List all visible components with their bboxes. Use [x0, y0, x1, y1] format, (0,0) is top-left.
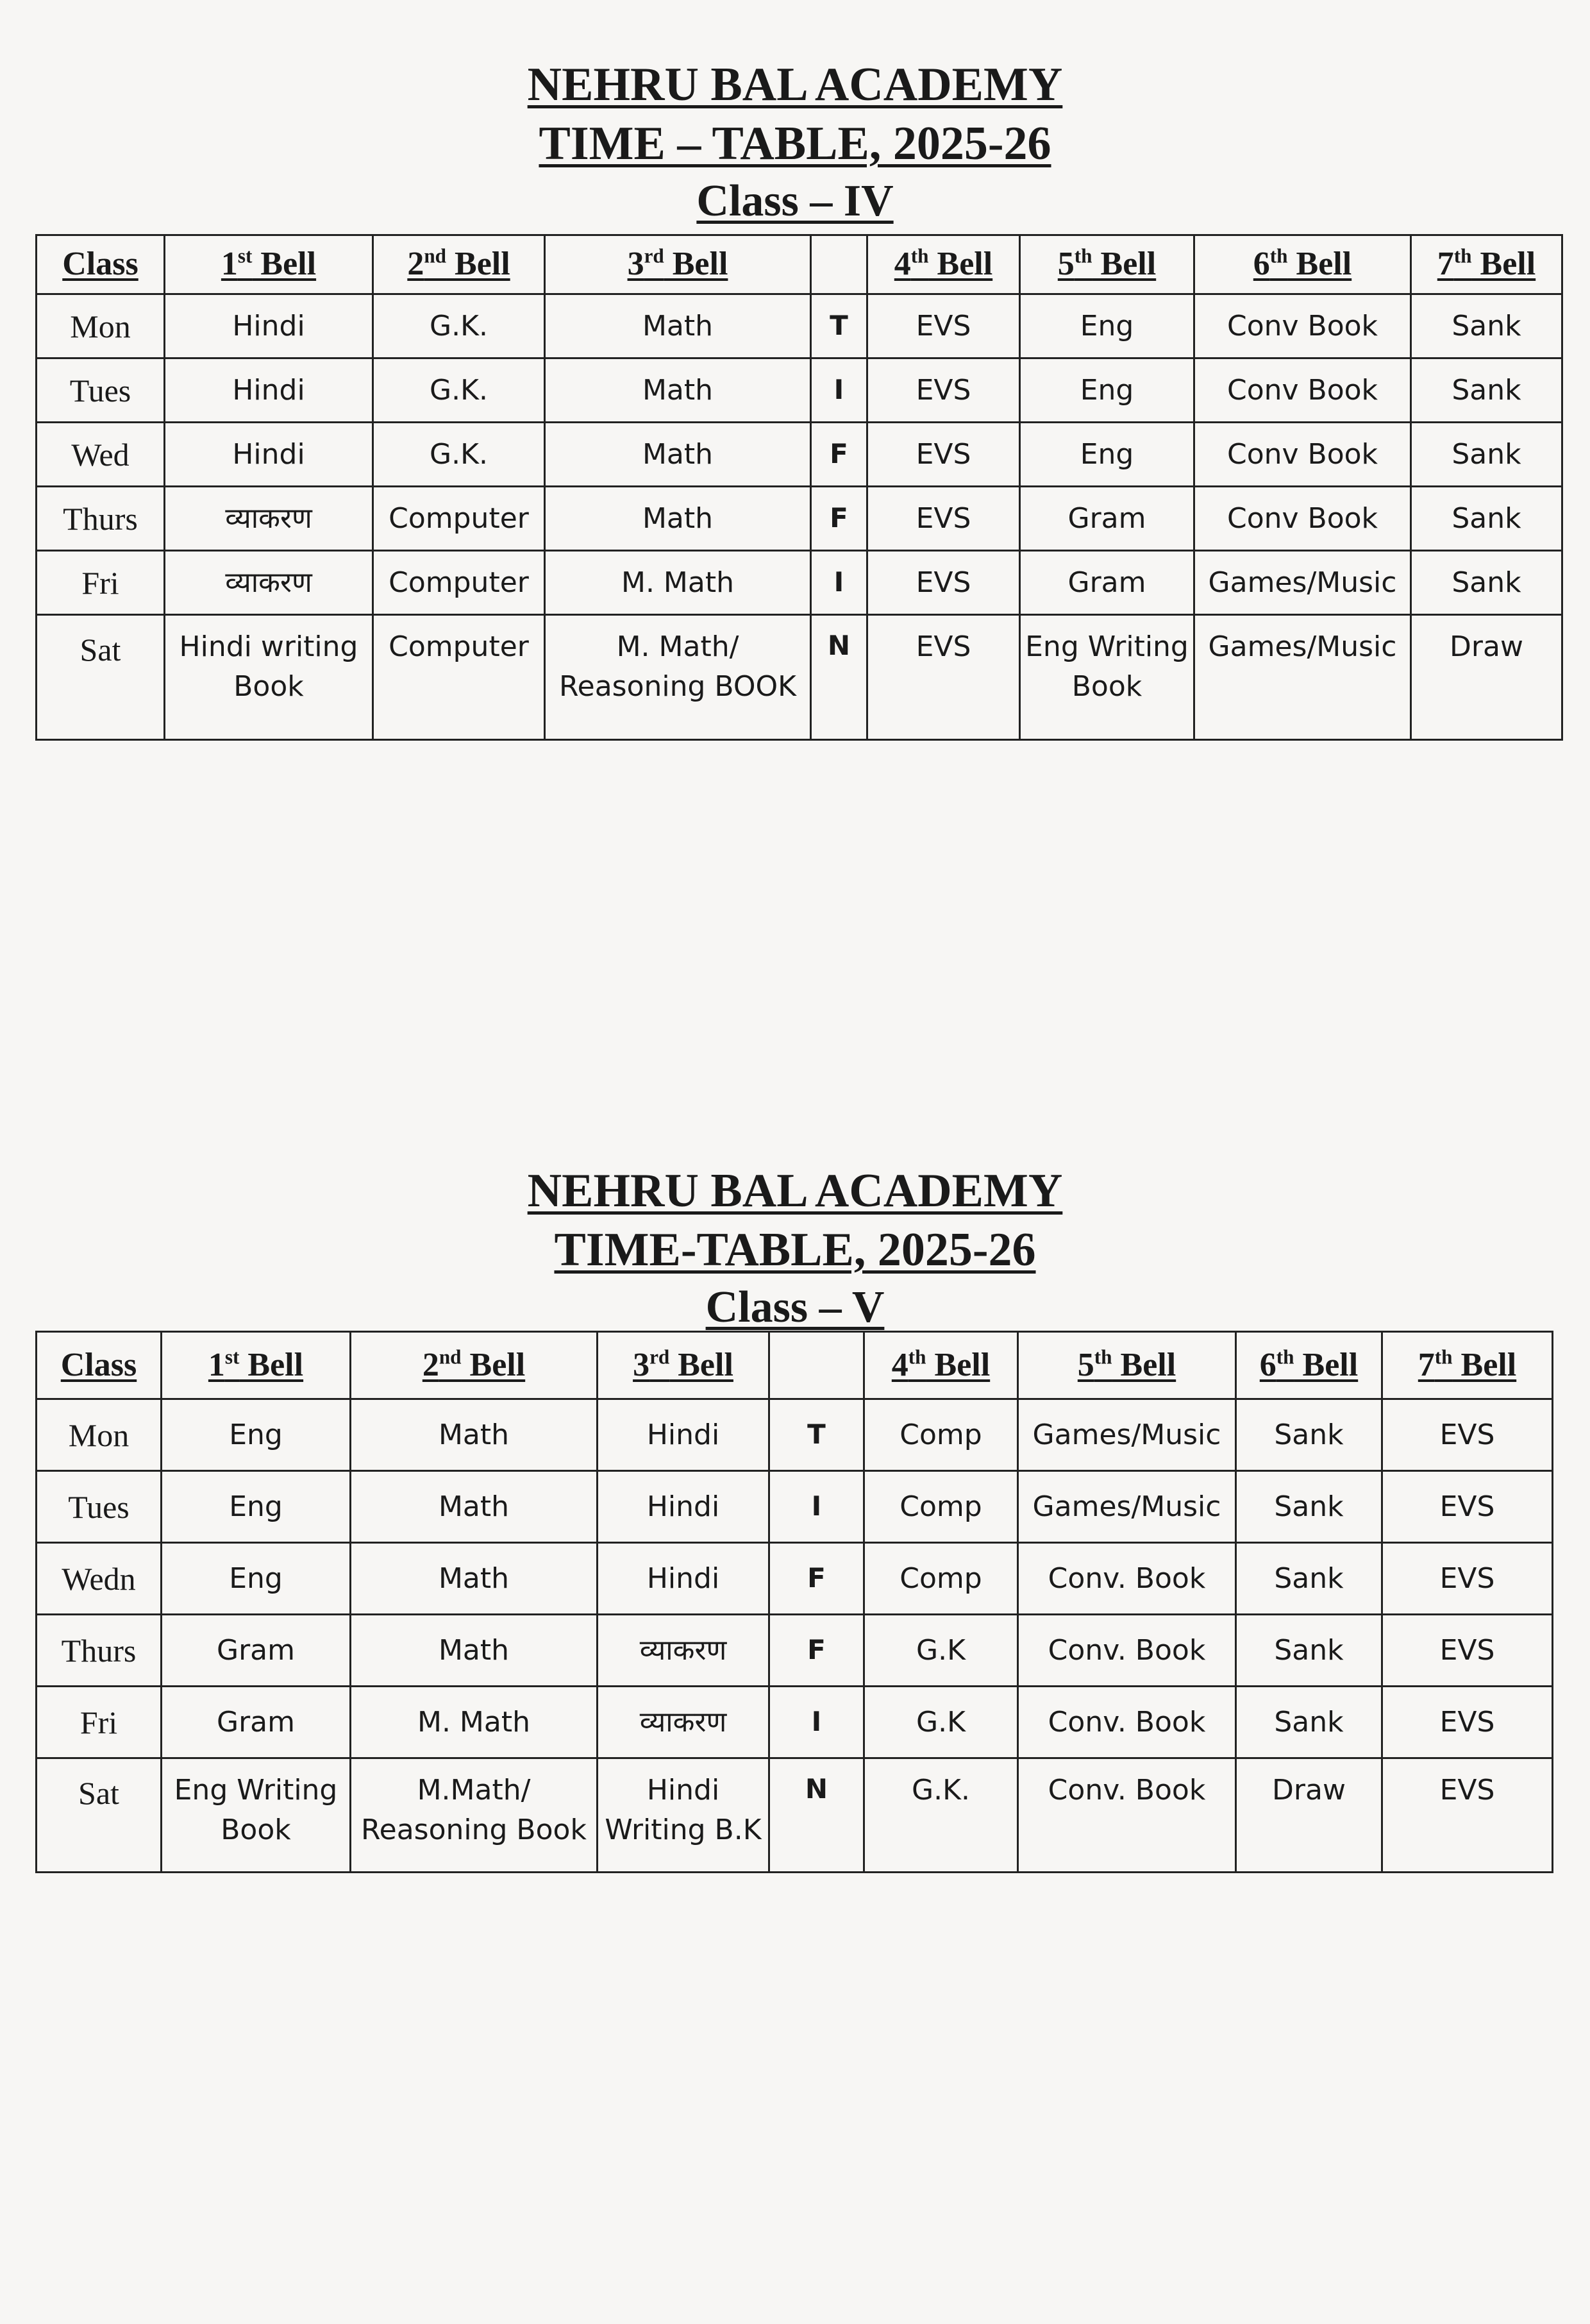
subject-cell: Sank [1236, 1687, 1382, 1758]
subject-cell: Eng [162, 1399, 351, 1471]
school-name-heading: NEHRU BAL ACADEMY [527, 1165, 1063, 1217]
subject-cell: Games/Music [1018, 1471, 1236, 1543]
subject-cell: EVS [1382, 1615, 1553, 1687]
subject-cell: Gram [1020, 487, 1194, 551]
day-cell: Fri [37, 551, 165, 615]
subject-cell: Sank [1236, 1615, 1382, 1687]
subject-cell: Eng [1020, 358, 1194, 423]
header-bell: 1st Bell [162, 1332, 351, 1399]
subject-cell: Draw [1236, 1758, 1382, 1873]
timetable-title: TIME-TABLE, 2025-26 [554, 1224, 1036, 1276]
subject-cell: व्याकरण [165, 551, 373, 615]
subject-cell: Computer [373, 551, 545, 615]
subject-cell: Hindi [165, 294, 373, 358]
table-row [37, 1543, 1553, 1615]
day-cell: Thurs [37, 487, 165, 551]
header-bell: 2nd Bell [351, 1332, 598, 1399]
day-cell: Wedn [37, 1543, 162, 1615]
header-bell: 7th Bell [1382, 1332, 1553, 1399]
timetable-table [35, 234, 1563, 741]
subject-cell: EVS [867, 551, 1020, 615]
day-cell: Wed [37, 423, 165, 487]
subject-cell: Gram [1020, 551, 1194, 615]
subject-cell: Games/Music [1018, 1399, 1236, 1471]
day-cell: Tues [37, 1471, 162, 1543]
subject-cell: Sank [1411, 423, 1562, 487]
table-row [37, 1687, 1553, 1758]
subject-cell: G.K [864, 1687, 1018, 1758]
subject-cell: G.K. [864, 1758, 1018, 1873]
table-row [37, 294, 1562, 358]
subject-cell: M. Math/ Reasoning BOOK [545, 615, 811, 740]
subject-cell: G.K. [373, 294, 545, 358]
subject-cell: G.K [864, 1615, 1018, 1687]
subject-cell: Eng [1020, 423, 1194, 487]
header-tiffin [811, 235, 867, 294]
header-bell: 6th Bell [1236, 1332, 1382, 1399]
subject-cell: Eng [162, 1471, 351, 1543]
subject-cell: EVS [1382, 1543, 1553, 1615]
subject-cell: Games/Music [1194, 551, 1411, 615]
subject-cell: Math [351, 1471, 598, 1543]
header-bell: 7th Bell [1411, 235, 1562, 294]
school-name-heading: NEHRU BAL ACADEMY [527, 58, 1063, 111]
header-bell: 5th Bell [1018, 1332, 1236, 1399]
subject-cell: Sank [1411, 294, 1562, 358]
tiffin-letter-cell: N [811, 615, 867, 740]
header-row [37, 1332, 1553, 1399]
timetable-class-iv [0, 58, 1590, 703]
subject-cell: Conv. Book [1018, 1687, 1236, 1758]
subject-cell: Math [545, 358, 811, 423]
subject-cell: Math [545, 294, 811, 358]
table-row [37, 487, 1562, 551]
subject-cell: Math [545, 487, 811, 551]
subject-cell: व्याकरण [165, 487, 373, 551]
timetable-title: TIME – TABLE, 2025-26 [539, 117, 1051, 170]
header-bell: 3rd Bell [545, 235, 811, 294]
header-bell: 2nd Bell [373, 235, 545, 294]
tiffin-letter-cell: T [769, 1399, 864, 1471]
subject-cell: Sank [1236, 1543, 1382, 1615]
subject-cell: EVS [1382, 1399, 1553, 1471]
subject-cell: Computer [373, 615, 545, 740]
tiffin-letter-cell: I [769, 1471, 864, 1543]
table-row [37, 423, 1562, 487]
timetable-table [35, 1331, 1553, 1873]
subject-cell: EVS [867, 358, 1020, 423]
header-bell: 1st Bell [165, 235, 373, 294]
subject-cell: Math [545, 423, 811, 487]
subject-cell: Conv Book [1194, 423, 1411, 487]
subject-cell: Draw [1411, 615, 1562, 740]
subject-cell: Comp [864, 1543, 1018, 1615]
subject-cell: Gram [162, 1687, 351, 1758]
subject-cell: Eng [162, 1543, 351, 1615]
subject-cell: EVS [867, 487, 1020, 551]
subject-cell: Conv Book [1194, 358, 1411, 423]
subject-cell: EVS [867, 423, 1020, 487]
subject-cell: Math [351, 1615, 598, 1687]
subject-cell: Conv. Book [1018, 1758, 1236, 1873]
subject-cell: Conv Book [1194, 487, 1411, 551]
tiffin-letter-cell: I [769, 1687, 864, 1758]
header-row [37, 235, 1562, 294]
table-row [37, 551, 1562, 615]
header-bell: 4th Bell [864, 1332, 1018, 1399]
table-row [37, 1615, 1553, 1687]
table-row [37, 358, 1562, 423]
subject-cell: Sank [1411, 551, 1562, 615]
header-class: Class [37, 235, 165, 294]
tiffin-letter-cell: F [811, 423, 867, 487]
table-row [37, 1758, 1553, 1873]
subject-cell: व्याकरण [598, 1687, 769, 1758]
day-cell: Mon [37, 294, 165, 358]
subject-cell: Hindi [598, 1543, 769, 1615]
tiffin-letter-cell: I [811, 551, 867, 615]
subject-cell: M.Math/ Reasoning Book [351, 1758, 598, 1873]
day-cell: Fri [37, 1687, 162, 1758]
header-tiffin [769, 1332, 864, 1399]
tiffin-letter-cell: T [811, 294, 867, 358]
day-cell: Mon [37, 1399, 162, 1471]
header-bell: 4th Bell [867, 235, 1020, 294]
day-cell: Tues [37, 358, 165, 423]
tiffin-letter-cell: F [769, 1615, 864, 1687]
header-bell: 3rd Bell [598, 1332, 769, 1399]
subject-cell: EVS [867, 294, 1020, 358]
subject-cell: Comp [864, 1399, 1018, 1471]
subject-cell: Hindi [598, 1471, 769, 1543]
subject-cell: M. Math [351, 1687, 598, 1758]
subject-cell: Games/Music [1194, 615, 1411, 740]
class-heading: Class – IV [696, 176, 894, 226]
subject-cell: व्याकरण [598, 1615, 769, 1687]
table-row [37, 615, 1562, 740]
header-bell: 6th Bell [1194, 235, 1411, 294]
tiffin-letter-cell: I [811, 358, 867, 423]
subject-cell: Math [351, 1399, 598, 1471]
subject-cell: Conv. Book [1018, 1543, 1236, 1615]
subject-cell: Eng [1020, 294, 1194, 358]
table-row [37, 1399, 1553, 1471]
subject-cell: Conv. Book [1018, 1615, 1236, 1687]
day-cell: Sat [37, 1758, 162, 1873]
subject-cell: Conv Book [1194, 294, 1411, 358]
subject-cell: EVS [1382, 1758, 1553, 1873]
subject-cell: Eng Writing Book [1020, 615, 1194, 740]
subject-cell: Hindi [165, 358, 373, 423]
subject-cell: G.K. [373, 423, 545, 487]
subject-cell: Comp [864, 1471, 1018, 1543]
subject-cell: Sank [1411, 358, 1562, 423]
subject-cell: Hindi Writing B.K [598, 1758, 769, 1873]
day-cell: Sat [37, 615, 165, 740]
subject-cell: EVS [1382, 1471, 1553, 1543]
subject-cell: G.K. [373, 358, 545, 423]
subject-cell: Hindi [165, 423, 373, 487]
subject-cell: Sank [1411, 487, 1562, 551]
subject-cell: EVS [867, 615, 1020, 740]
header-class: Class [37, 1332, 162, 1399]
subject-cell: Math [351, 1543, 598, 1615]
subject-cell: Sank [1236, 1471, 1382, 1543]
header-bell: 5th Bell [1020, 235, 1194, 294]
subject-cell: M. Math [545, 551, 811, 615]
subject-cell: Gram [162, 1615, 351, 1687]
subject-cell: Hindi [598, 1399, 769, 1471]
subject-cell: Hindi writing Book [165, 615, 373, 740]
tiffin-letter-cell: N [769, 1758, 864, 1873]
tiffin-letter-cell: F [811, 487, 867, 551]
tiffin-letter-cell: F [769, 1543, 864, 1615]
timetable-class-v [0, 1165, 1590, 1846]
subject-cell: Sank [1236, 1399, 1382, 1471]
subject-cell: EVS [1382, 1687, 1553, 1758]
class-heading: Class – V [705, 1283, 885, 1332]
day-cell: Thurs [37, 1615, 162, 1687]
subject-cell: Eng Writing Book [162, 1758, 351, 1873]
table-row [37, 1471, 1553, 1543]
subject-cell: Computer [373, 487, 545, 551]
